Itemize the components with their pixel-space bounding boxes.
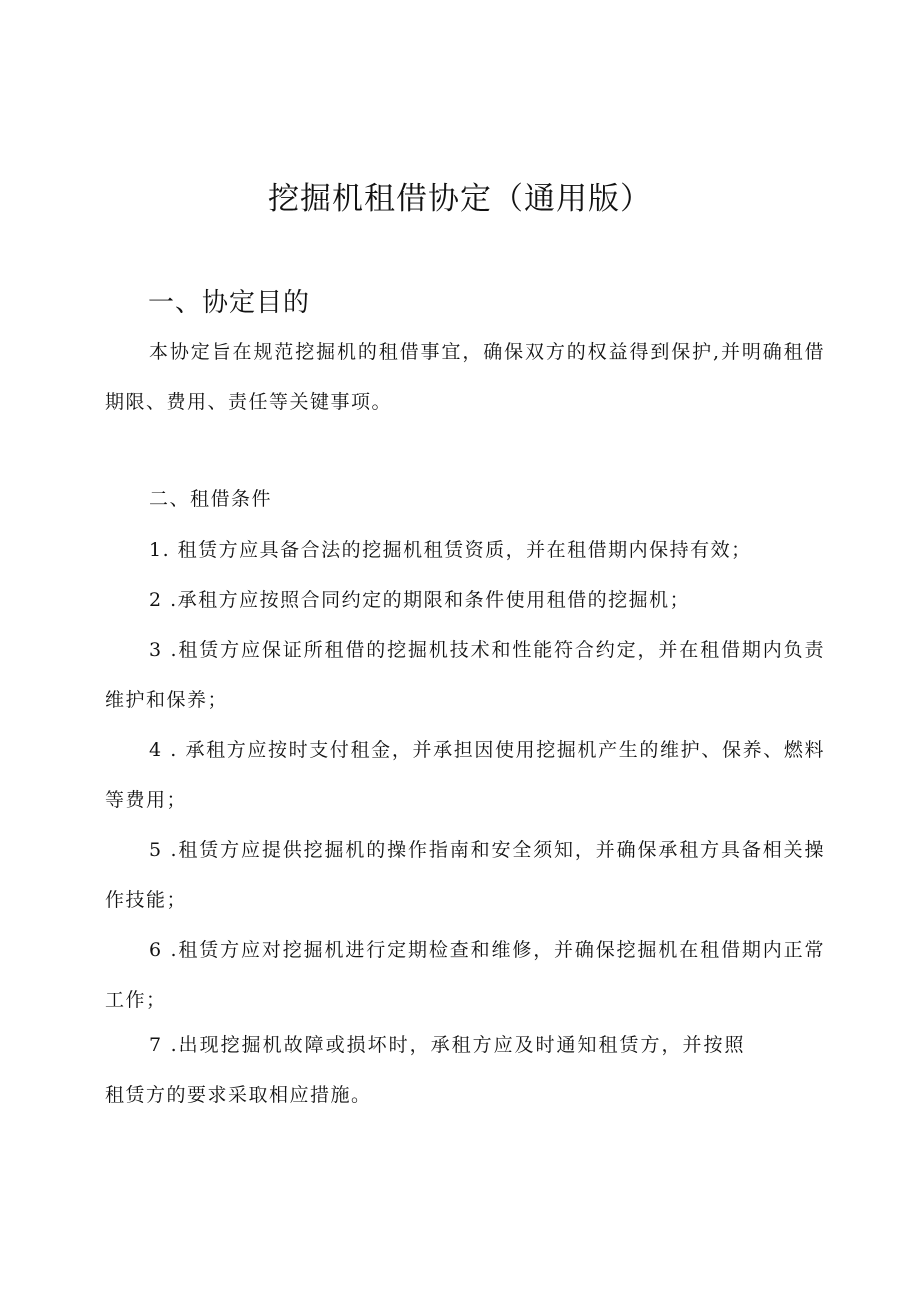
condition-item-1: 1. 租赁方应具备合法的挖掘机租赁资质，并在租借期内保持有效； [149, 539, 752, 561]
condition-item-3: 3 .租赁方应保证所租借的挖掘机技术和性能符合约定，并在租借期内负责维护和保养； [105, 639, 825, 711]
condition-item-6: 6 .租赁方应对挖掘机进行定期检查和维修，并确保挖掘机在租借期内正常工作； [105, 939, 825, 1011]
condition-item-4: 4 . 承租方应按时支付租金，并承担因使用挖掘机产生的维护、保养、燃料等费用； [105, 739, 825, 811]
condition-item-5: 5 .租赁方应提供挖掘机的操作指南和安全须知，并确保承租方具备相关操作技能； [105, 839, 825, 911]
section-1-heading: 一、协定目的 [148, 288, 311, 318]
condition-item-2: 2 .承租方应按照合同约定的期限和条件使用租借的挖掘机； [149, 589, 691, 611]
document-title: 挖掘机租借协定（通用版） [268, 181, 652, 217]
section-2-heading: 二、租借条件 [149, 488, 273, 510]
condition-item-7: 7 .出现挖掘机故障或损坏时，承租方应及时通知租赁方，并按照租赁方的要求采取相应措施。 [105, 1034, 745, 1106]
section-1-body: 本协定旨在规范挖掘机的租借事宜，确保双方的权益得到保护,并明确租借期限、费用、责任等关键事项。 [105, 341, 825, 413]
